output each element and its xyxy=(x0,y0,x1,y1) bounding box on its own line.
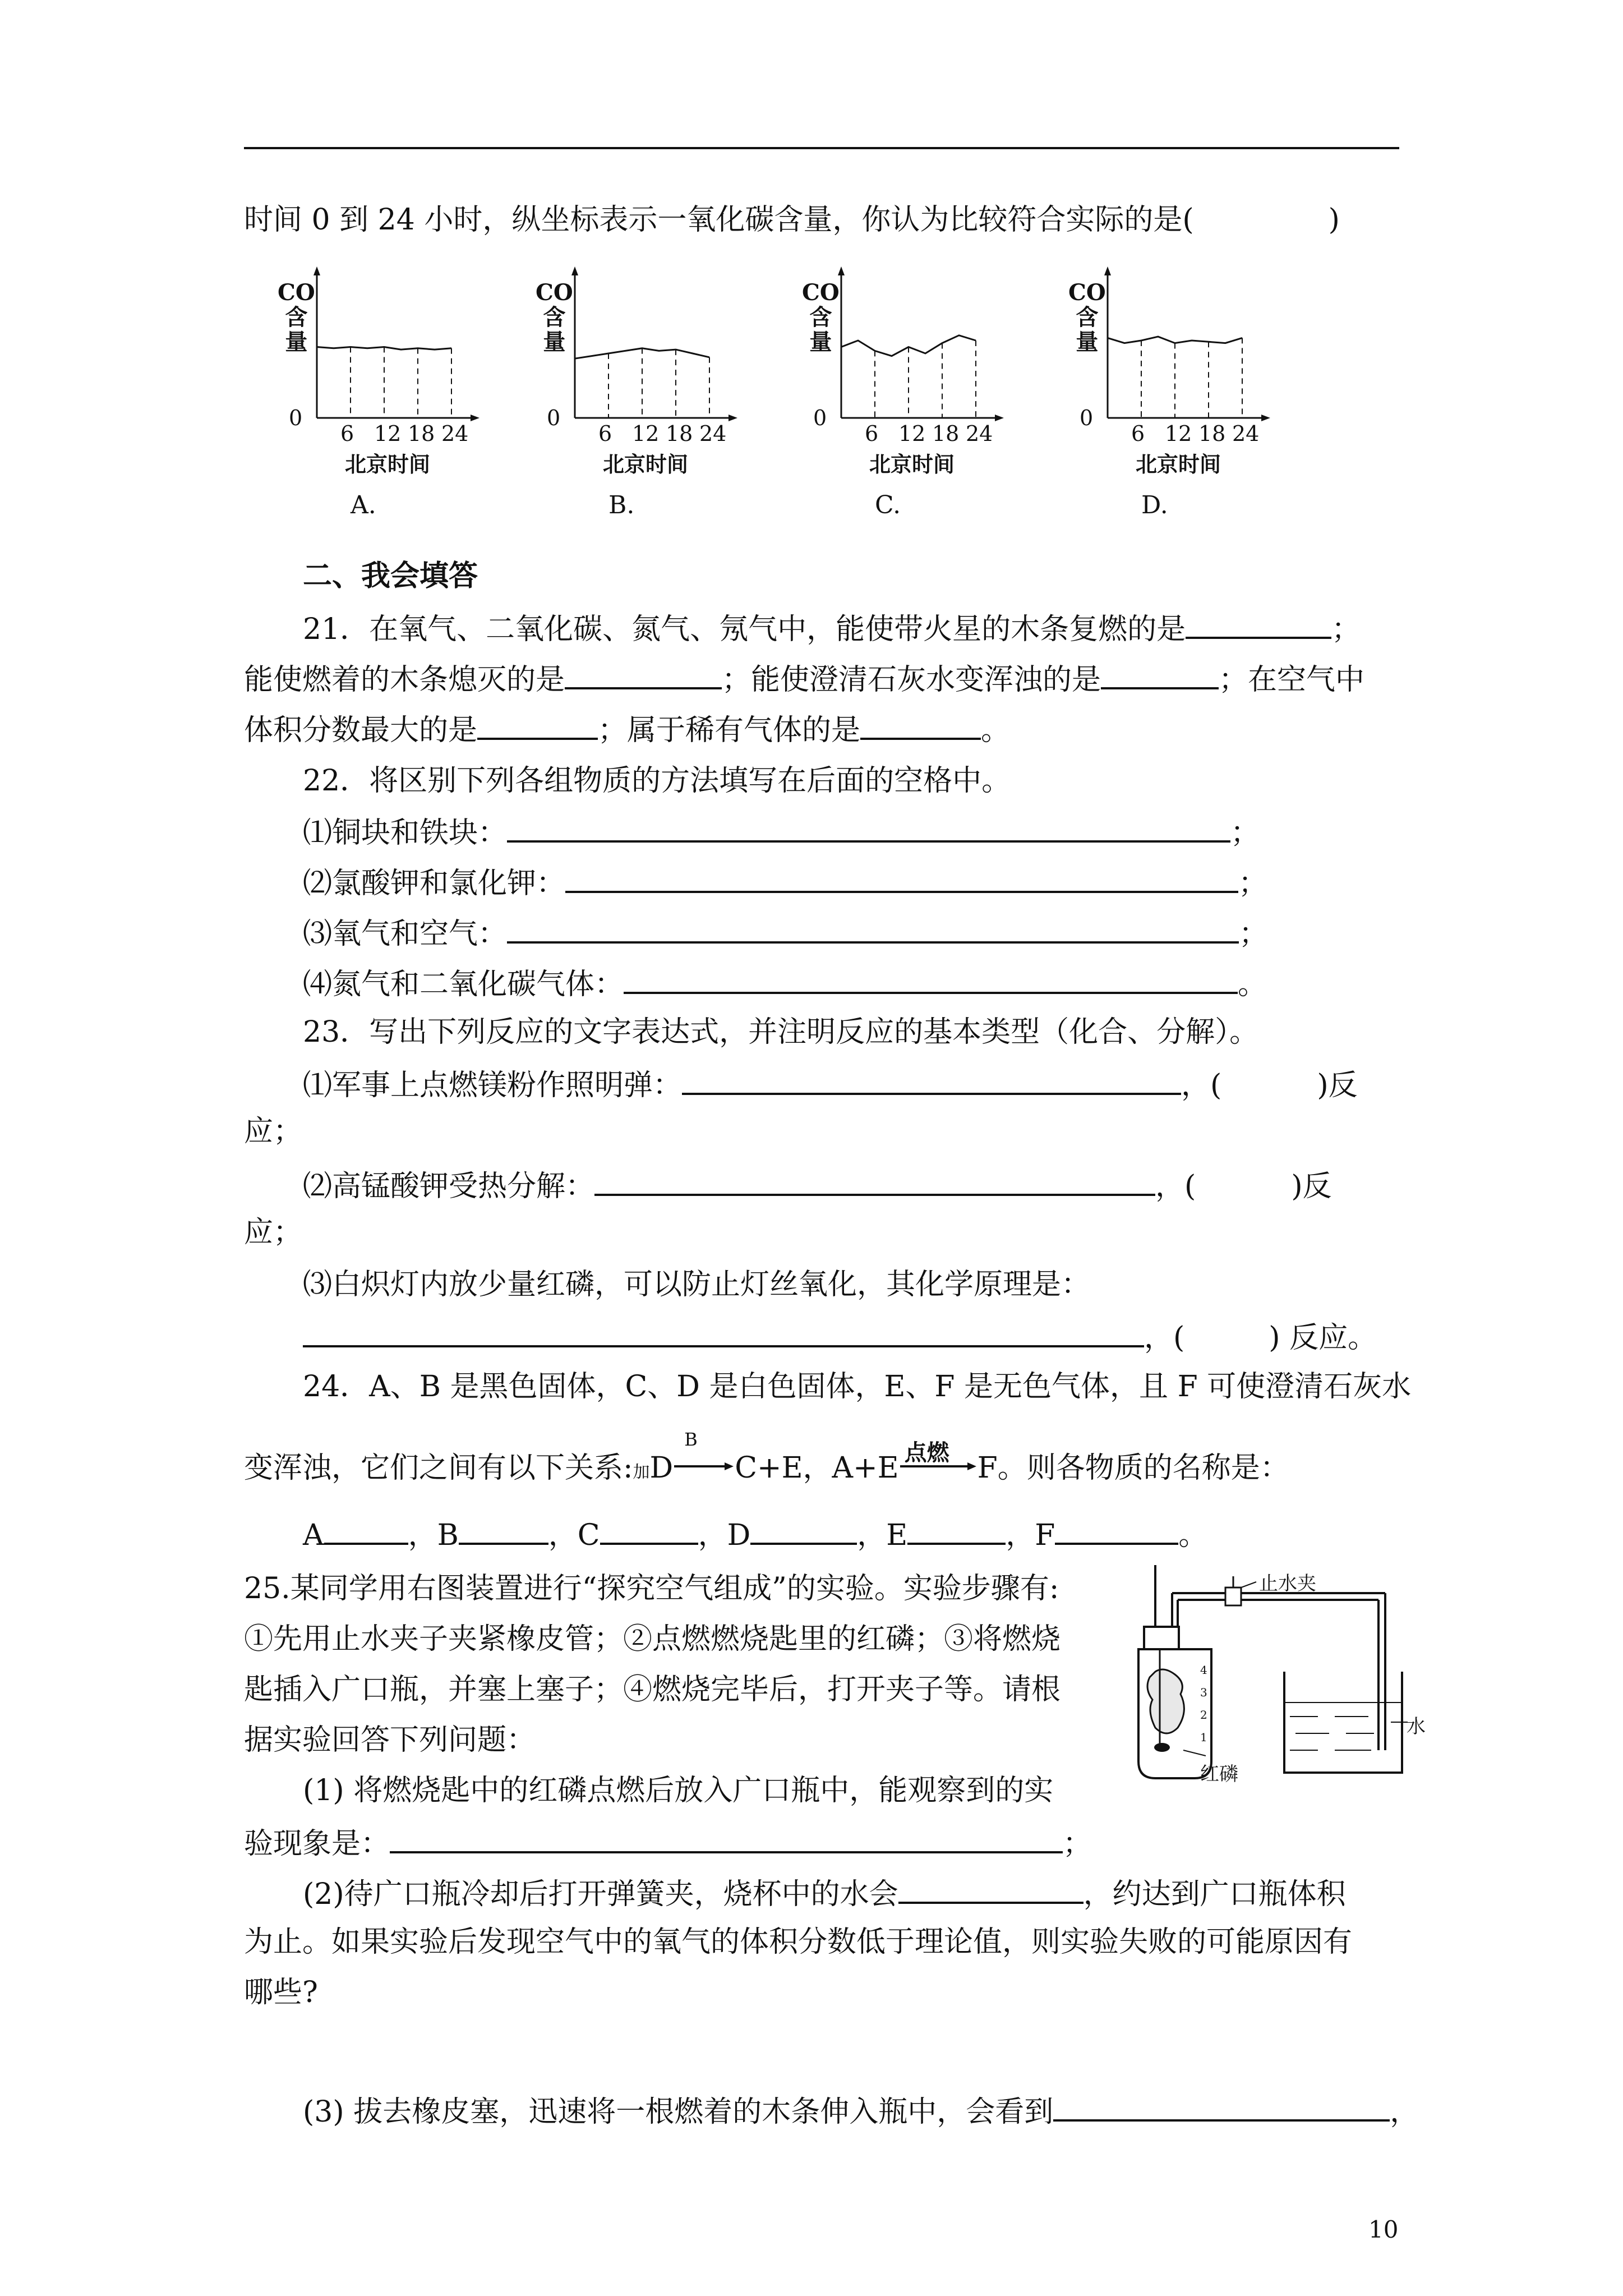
apparatus-drawing xyxy=(1122,1565,1413,1801)
series-line xyxy=(841,335,976,356)
header-rule xyxy=(244,147,1399,149)
x-tick-label: 0 xyxy=(547,406,561,430)
q22-blank4[interactable] xyxy=(624,964,1238,994)
q21-l1e: ； xyxy=(1331,613,1361,646)
q25-line2: ①先用止水夹子夹紧橡皮管；②点燃燃烧匙里的红磷；③将燃烧 xyxy=(244,1622,1061,1656)
q21-blank5[interactable] xyxy=(860,710,981,740)
y-axis-label: CO 含 量 xyxy=(1068,279,1106,355)
q25-l10e: ， xyxy=(1390,2095,1419,2129)
q21-l1: 21．在氧气、二氧化碳、氮气、氖气中，能使带火星的木条复燃的是 xyxy=(303,613,1186,646)
q24-fire-label: 点燃 xyxy=(904,1439,949,1466)
q24-line2 xyxy=(244,1429,1289,1490)
q25-line6 xyxy=(244,1823,1092,1862)
q23-intro: 23．写出下列反应的文字表达式，并注明反应的基本类型（化合、分解）。 xyxy=(303,1015,1259,1049)
option-label: B. xyxy=(608,491,635,519)
q25-l10a: (3) 拔去橡皮塞，迅速将一根燃着的木条伸入瓶中，会看到 xyxy=(303,2095,1054,2129)
x-axis-arrow xyxy=(471,415,479,421)
option-label: C. xyxy=(875,491,901,519)
x-axis-arrow xyxy=(995,415,1004,421)
q22-intro: 22．将区别下列各组物质的方法填写在后面的空格中。 xyxy=(303,764,1011,798)
q21-l2a: 能使燃着的木条熄灭的是 xyxy=(244,663,565,697)
q21-line3 xyxy=(244,710,1010,748)
x-tick-label: 12 xyxy=(1165,421,1192,446)
mark-4: 4 xyxy=(1200,1663,1207,1677)
section2-title: 二、我会填答 xyxy=(303,559,478,593)
apparatus-figure xyxy=(1122,1565,1426,1801)
q21-blank2[interactable] xyxy=(565,659,722,689)
q21-l3b: ；属于稀有气体的是 xyxy=(598,714,861,747)
x-axis-label: 北京时间 xyxy=(869,452,955,477)
mark-2: 2 xyxy=(1200,1708,1207,1722)
q22-item4 xyxy=(303,964,1267,1002)
q25-blank1[interactable] xyxy=(390,1823,1063,1853)
x-tick-label: 24 xyxy=(966,421,993,446)
q24-answers xyxy=(303,1515,1207,1553)
q24-blank-f[interactable] xyxy=(1055,1515,1178,1545)
q22-item3 xyxy=(303,913,1268,952)
water-label: 水 xyxy=(1407,1715,1426,1738)
q21-line2 xyxy=(244,659,1364,698)
q24-d-ans: ，D xyxy=(698,1519,751,1552)
q22-item4-label: ⑷氮气和二氧化碳气体： xyxy=(303,968,624,1001)
q21-l3a: 体积分数最大的是 xyxy=(244,714,478,747)
q24-c: ，C xyxy=(548,1519,600,1552)
option-label: A. xyxy=(351,491,376,519)
co-charts xyxy=(255,266,1377,536)
x-tick-label: 0 xyxy=(1080,406,1094,430)
q24-e: ，E xyxy=(857,1519,908,1552)
q22-item2-label: ⑵氯酸钾和氯化钾： xyxy=(303,867,566,900)
q21-l3c: 。 xyxy=(981,714,1011,747)
x-tick-label: 0 xyxy=(813,406,827,430)
q22-end2: ； xyxy=(1238,867,1268,900)
q20-close: ) xyxy=(1328,203,1340,237)
x-tick-label: 18 xyxy=(408,421,435,446)
x-tick-label: 12 xyxy=(374,421,402,446)
q22-blank2[interactable] xyxy=(565,863,1238,893)
q21-l2c: ；在空气中 xyxy=(1219,663,1365,697)
q23-react1: )反 xyxy=(1317,1069,1358,1102)
y-axis-arrow xyxy=(571,266,578,275)
x-axis-arrow xyxy=(728,415,737,421)
q21-blank1[interactable] xyxy=(1186,609,1331,639)
q25-line5: (1) 将燃烧匙中的红磷点燃后放入广口瓶中，能观察到的实 xyxy=(303,1774,1054,1807)
q22-end3: ； xyxy=(1239,917,1269,951)
q23-item3: ⑶白炽灯内放少量红磷，可以防止灯丝氧化，其化学原理是： xyxy=(303,1268,1091,1301)
phosphorus-label: 红磷 xyxy=(1200,1763,1238,1786)
series-line xyxy=(1108,337,1242,343)
q25-l6a: 验现象是： xyxy=(244,1827,390,1861)
q25-line4: 据实验回答下列问题： xyxy=(244,1723,536,1757)
chart-c xyxy=(780,266,1043,536)
q24-l2-end: F。则各物质的名称是： xyxy=(977,1451,1289,1485)
q24-blank-a[interactable] xyxy=(324,1515,408,1545)
q23-blank2[interactable] xyxy=(594,1166,1155,1196)
q20-tail-line xyxy=(244,202,1340,238)
y-axis-label: CO 含 量 xyxy=(802,279,840,355)
q22-end1: ； xyxy=(1230,816,1260,850)
q24-end: 。 xyxy=(1178,1519,1208,1552)
q24-blank-c[interactable] xyxy=(600,1515,698,1545)
x-tick-label: 6 xyxy=(598,421,612,446)
q24-l2a: 变浑浊，它们之间有以下关系: xyxy=(244,1451,633,1485)
q22-blank1[interactable] xyxy=(507,812,1230,843)
q25-blank2[interactable] xyxy=(898,1874,1083,1904)
page-number: 10 xyxy=(1368,2216,1399,2243)
q22-item1-label: ⑴铜块和铁块： xyxy=(303,816,508,850)
q24-arrow1-b: B xyxy=(684,1429,698,1450)
x-tick-label: 18 xyxy=(932,421,960,446)
q24-blank-d[interactable] xyxy=(750,1515,857,1545)
q24-mid: C+E，A+E xyxy=(735,1451,899,1485)
clamp-label: 止水夹 xyxy=(1259,1572,1316,1595)
q24-blank-e[interactable] xyxy=(907,1515,1006,1545)
q25-l7b: ，约达到广口瓶体积 xyxy=(1083,1878,1346,1911)
x-tick-label: 24 xyxy=(699,421,727,446)
y-axis-arrow xyxy=(1104,266,1111,275)
x-axis-label: 北京时间 xyxy=(603,452,689,477)
x-tick-label: 6 xyxy=(865,421,879,446)
x-tick-label: 18 xyxy=(666,421,693,446)
y-axis-arrow xyxy=(313,266,320,275)
q22-item2 xyxy=(303,863,1267,901)
y-axis-label: CO 含 量 xyxy=(278,279,315,355)
x-axis-label: 北京时间 xyxy=(1136,452,1221,477)
option-label: D. xyxy=(1141,491,1168,519)
q24-heat-label: 加 xyxy=(633,1462,650,1482)
x-tick-label: 6 xyxy=(340,421,354,446)
q21-line1 xyxy=(303,609,1361,647)
q25-line3: 匙插入广口瓶，并塞上塞子；④燃烧完毕后，打开夹子等。请根 xyxy=(244,1673,1061,1706)
x-axis-arrow xyxy=(1261,415,1270,421)
q23-react3: ) 反应。 xyxy=(1269,1321,1377,1355)
q23-cont1: 应； xyxy=(244,1115,303,1148)
q23-blank3[interactable] xyxy=(303,1317,1144,1347)
q23-item3-answer xyxy=(303,1317,1377,1356)
q25-blank3[interactable] xyxy=(1053,2091,1390,2122)
q22-item3-label: ⑶氧气和空气： xyxy=(303,917,508,951)
q24-b: ，B xyxy=(408,1519,459,1552)
x-tick-label: 12 xyxy=(632,421,660,446)
q25-l6e: ； xyxy=(1063,1827,1092,1861)
x-tick-label: 18 xyxy=(1198,421,1226,446)
x-tick-label: 24 xyxy=(441,421,469,446)
q22-end4: 。 xyxy=(1238,968,1267,1001)
q25-line8: 为止。如果实验后发现空气中的氧气的体积分数低于理论值，则实验失败的可能原因有 xyxy=(244,1925,1353,1959)
chart-a xyxy=(255,266,519,536)
q25-line10 xyxy=(303,2091,1419,2130)
q23-paren1: ，( xyxy=(1181,1069,1222,1102)
q21-l2b: ；能使澄清石灰水变浑浊的是 xyxy=(722,663,1101,697)
q25-l7a: (2)待广口瓶冷却后打开弹簧夹，烧杯中的水会 xyxy=(303,1878,898,1911)
q23-cont2: 应； xyxy=(244,1216,303,1249)
q24-d: D xyxy=(649,1451,674,1485)
q21-blank4[interactable] xyxy=(477,710,598,740)
q22-item1 xyxy=(303,812,1260,851)
q24-a: A xyxy=(303,1519,324,1552)
q22-blank3[interactable] xyxy=(507,913,1239,944)
q23-i2-label: ⑵高锰酸钾受热分解： xyxy=(303,1170,595,1203)
q23-react2: )反 xyxy=(1291,1170,1332,1203)
q23-paren2: ，( xyxy=(1155,1170,1196,1203)
q23-item1 xyxy=(303,1065,1358,1103)
q20-text: 时间 0 到 24 小时，纵坐标表示一氧化碳含量，你认为比较符合实际的是( xyxy=(244,203,1194,237)
x-axis-label: 北京时间 xyxy=(345,452,431,477)
y-axis-label: CO 含 量 xyxy=(536,279,573,355)
q25-line9: 哪些? xyxy=(244,1976,318,2009)
x-tick-label: 24 xyxy=(1232,421,1260,446)
mark-1: 1 xyxy=(1200,1731,1207,1744)
q23-i1-label: ⑴军事上点燃镁粉作照明弹： xyxy=(303,1069,683,1102)
q24-arrow2 xyxy=(899,1439,978,1478)
q24-arrow1 xyxy=(673,1429,735,1478)
x-tick-label: 0 xyxy=(289,406,303,430)
chart-b xyxy=(513,266,777,536)
q25-line1: 25.某同学用右图装置进行“探究空气组成”的实验。实验步骤有: xyxy=(244,1572,1059,1605)
q24-f: ，F xyxy=(1006,1519,1055,1552)
x-tick-label: 6 xyxy=(1131,421,1145,446)
q25-line7 xyxy=(303,1874,1346,1912)
q21-blank3[interactable] xyxy=(1101,659,1219,689)
q23-paren3: ，( xyxy=(1144,1321,1185,1355)
q23-blank1[interactable] xyxy=(682,1065,1181,1095)
q24-blank-b[interactable] xyxy=(459,1515,548,1545)
q23-item2 xyxy=(303,1166,1332,1204)
mark-3: 3 xyxy=(1200,1686,1207,1699)
chart-d xyxy=(1046,266,1310,536)
x-tick-label: 12 xyxy=(898,421,926,446)
q24-line1: 24．A、B 是黑色固体，C、D 是白色固体，E、F 是无色气体，且 F 可使澄清石灰水 xyxy=(303,1370,1412,1404)
y-axis-arrow xyxy=(838,266,845,275)
